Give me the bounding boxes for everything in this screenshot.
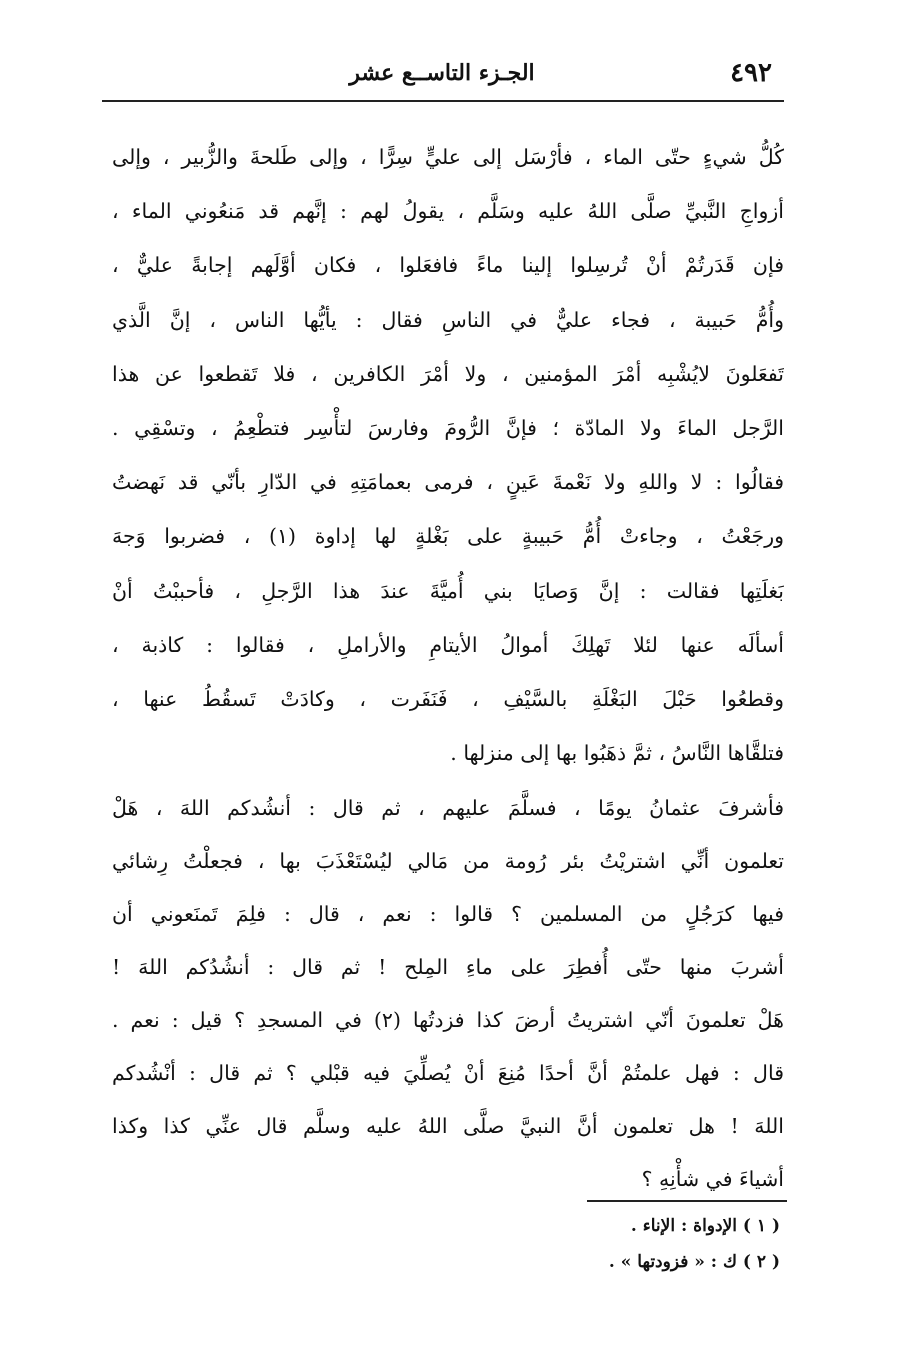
footnote-2: ( ٢ ) ك : « فزودتها » . [608, 1252, 780, 1272]
text-line: فأشرفَ عثمانُ يومًا ، فسلَّمَ عليهم ، ثم قال : أنشُدكم اللهَ ، هَلْ [112, 796, 784, 820]
text-line: هَلْ تعلمونَ أنّي اشتريتُ أرضَ كذا فزدتُها (٢) في المسجدِ ؟ قيل : نعم . [112, 1008, 784, 1032]
text-line: فإن قَدَرتُمْ أنْ تُرسِلوا إلينا ماءً فافعَلوا ، فكان أوَّلَهم إجابةً عليٌّ ، [112, 253, 784, 278]
text-line: فتلقَّاها النَّاسُ ، ثمَّ ذهَبُوا بها إلى منزلها . [450, 741, 784, 766]
text-line: كُلُّ شيءٍ حتّى الماء ، فأرْسَل إلى عليٍّ سِرًّا ، وإلى طَلحةَ والزُّبير ، وإلى [112, 145, 784, 169]
paragraph-2 [112, 782, 784, 1206]
footnote-1: ( ١ ) الإدواة : الإناء . [630, 1216, 780, 1236]
text-line: تعلمون أنِّي اشتريْتُ بئر رُومة من مَالي ليُسْتَعْذَبَ بها ، فجعلْتُ رِشائي [112, 849, 784, 873]
text-line: قال : فهل علمتُمْ أنَّ أحدًا مُنِعَ أنْ يُصلِّيَ فيه قبْلي ؟ ثم قال : أنْشُدكم [112, 1061, 784, 1085]
text-line: فقالُوا : لا واللهِ ولا نَعْمةَ عَينٍ ، فرمى بعمامَتِهِ في الدّارِ بأنّي قد نَهضتُ [112, 470, 784, 495]
text-line: ورجَعْتُ ، وجاءتْ أُمُّ حَبيبةٍ على بَغْلةٍ لها إداوة (١) ، فضربوا وَجهَ [112, 524, 784, 549]
text-line: وأُمُّ حَبيبة ، فجاء عليٌّ في الناسِ فقال : يأيُّها الناس ، إنَّ الَّذي [112, 307, 784, 332]
footnote-divider [587, 1200, 787, 1202]
text-line: وقطعُوا حَبْلَ البَغْلَةِ بالسَّيْفِ ، فَنَفَرت ، وكادَتْ تَسقُطُ عنها ، [112, 686, 784, 711]
page-header [102, 56, 782, 102]
text-line: بَغلَتِها فقالت : إنَّ وَصايَا بني أُميَّةَ عندَ هذا الرَّجلِ ، فأحببْتُ أنْ [112, 578, 784, 603]
text-line: أسألَه عنها لئلا تَهلِكَ أموالُ الأيتامِ والأراملِ ، فقالوا : كاذبة ، [112, 632, 784, 657]
text-line: اللهَ ! هل تعلمون أنَّ النبيَّ صلَّى اللهُ عليه وسلَّم قال عنِّي كذا وكذا [112, 1114, 784, 1138]
header-divider [102, 100, 784, 102]
footnotes [440, 1208, 780, 1280]
text-line: تَفعَلونَ لايُشْبِه أمْرَ المؤمنين ، ولا أمْرَ الكافرين ، فلا تَقطعوا عن هذا [112, 361, 784, 386]
page-number: ٤٩٢ [730, 58, 772, 88]
text-line: أشربَ منها حتّى أُفطِرَ على ماءِ المِلح ! ثم قال : أنشُدُكم اللهَ ! [112, 955, 784, 979]
text-line: أشياءَ في شأْنِهِ ؟ [641, 1167, 784, 1191]
paragraph-1 [112, 130, 784, 780]
text-line: فيها كرَجُلٍ من المسلمين ؟ قالوا : نعم ، قال : فلِمَ تَمنَعوني أن [112, 902, 784, 926]
text-line: الرَّجل الماءَ ولا المادّة ؛ فإنَّ الرُّومَ وفارسَ لتأْسِر فتطْعِمُ ، وتسْقِي . [112, 415, 784, 440]
text-line: أزواجِ النَّبيِّ صلَّى اللهُ عليه وسَلَّم ، يقولُ لهم : إنَّهم قد مَنعُوني الماء ، [112, 199, 784, 224]
running-title: الجـزء التاســع عشر [349, 60, 535, 86]
